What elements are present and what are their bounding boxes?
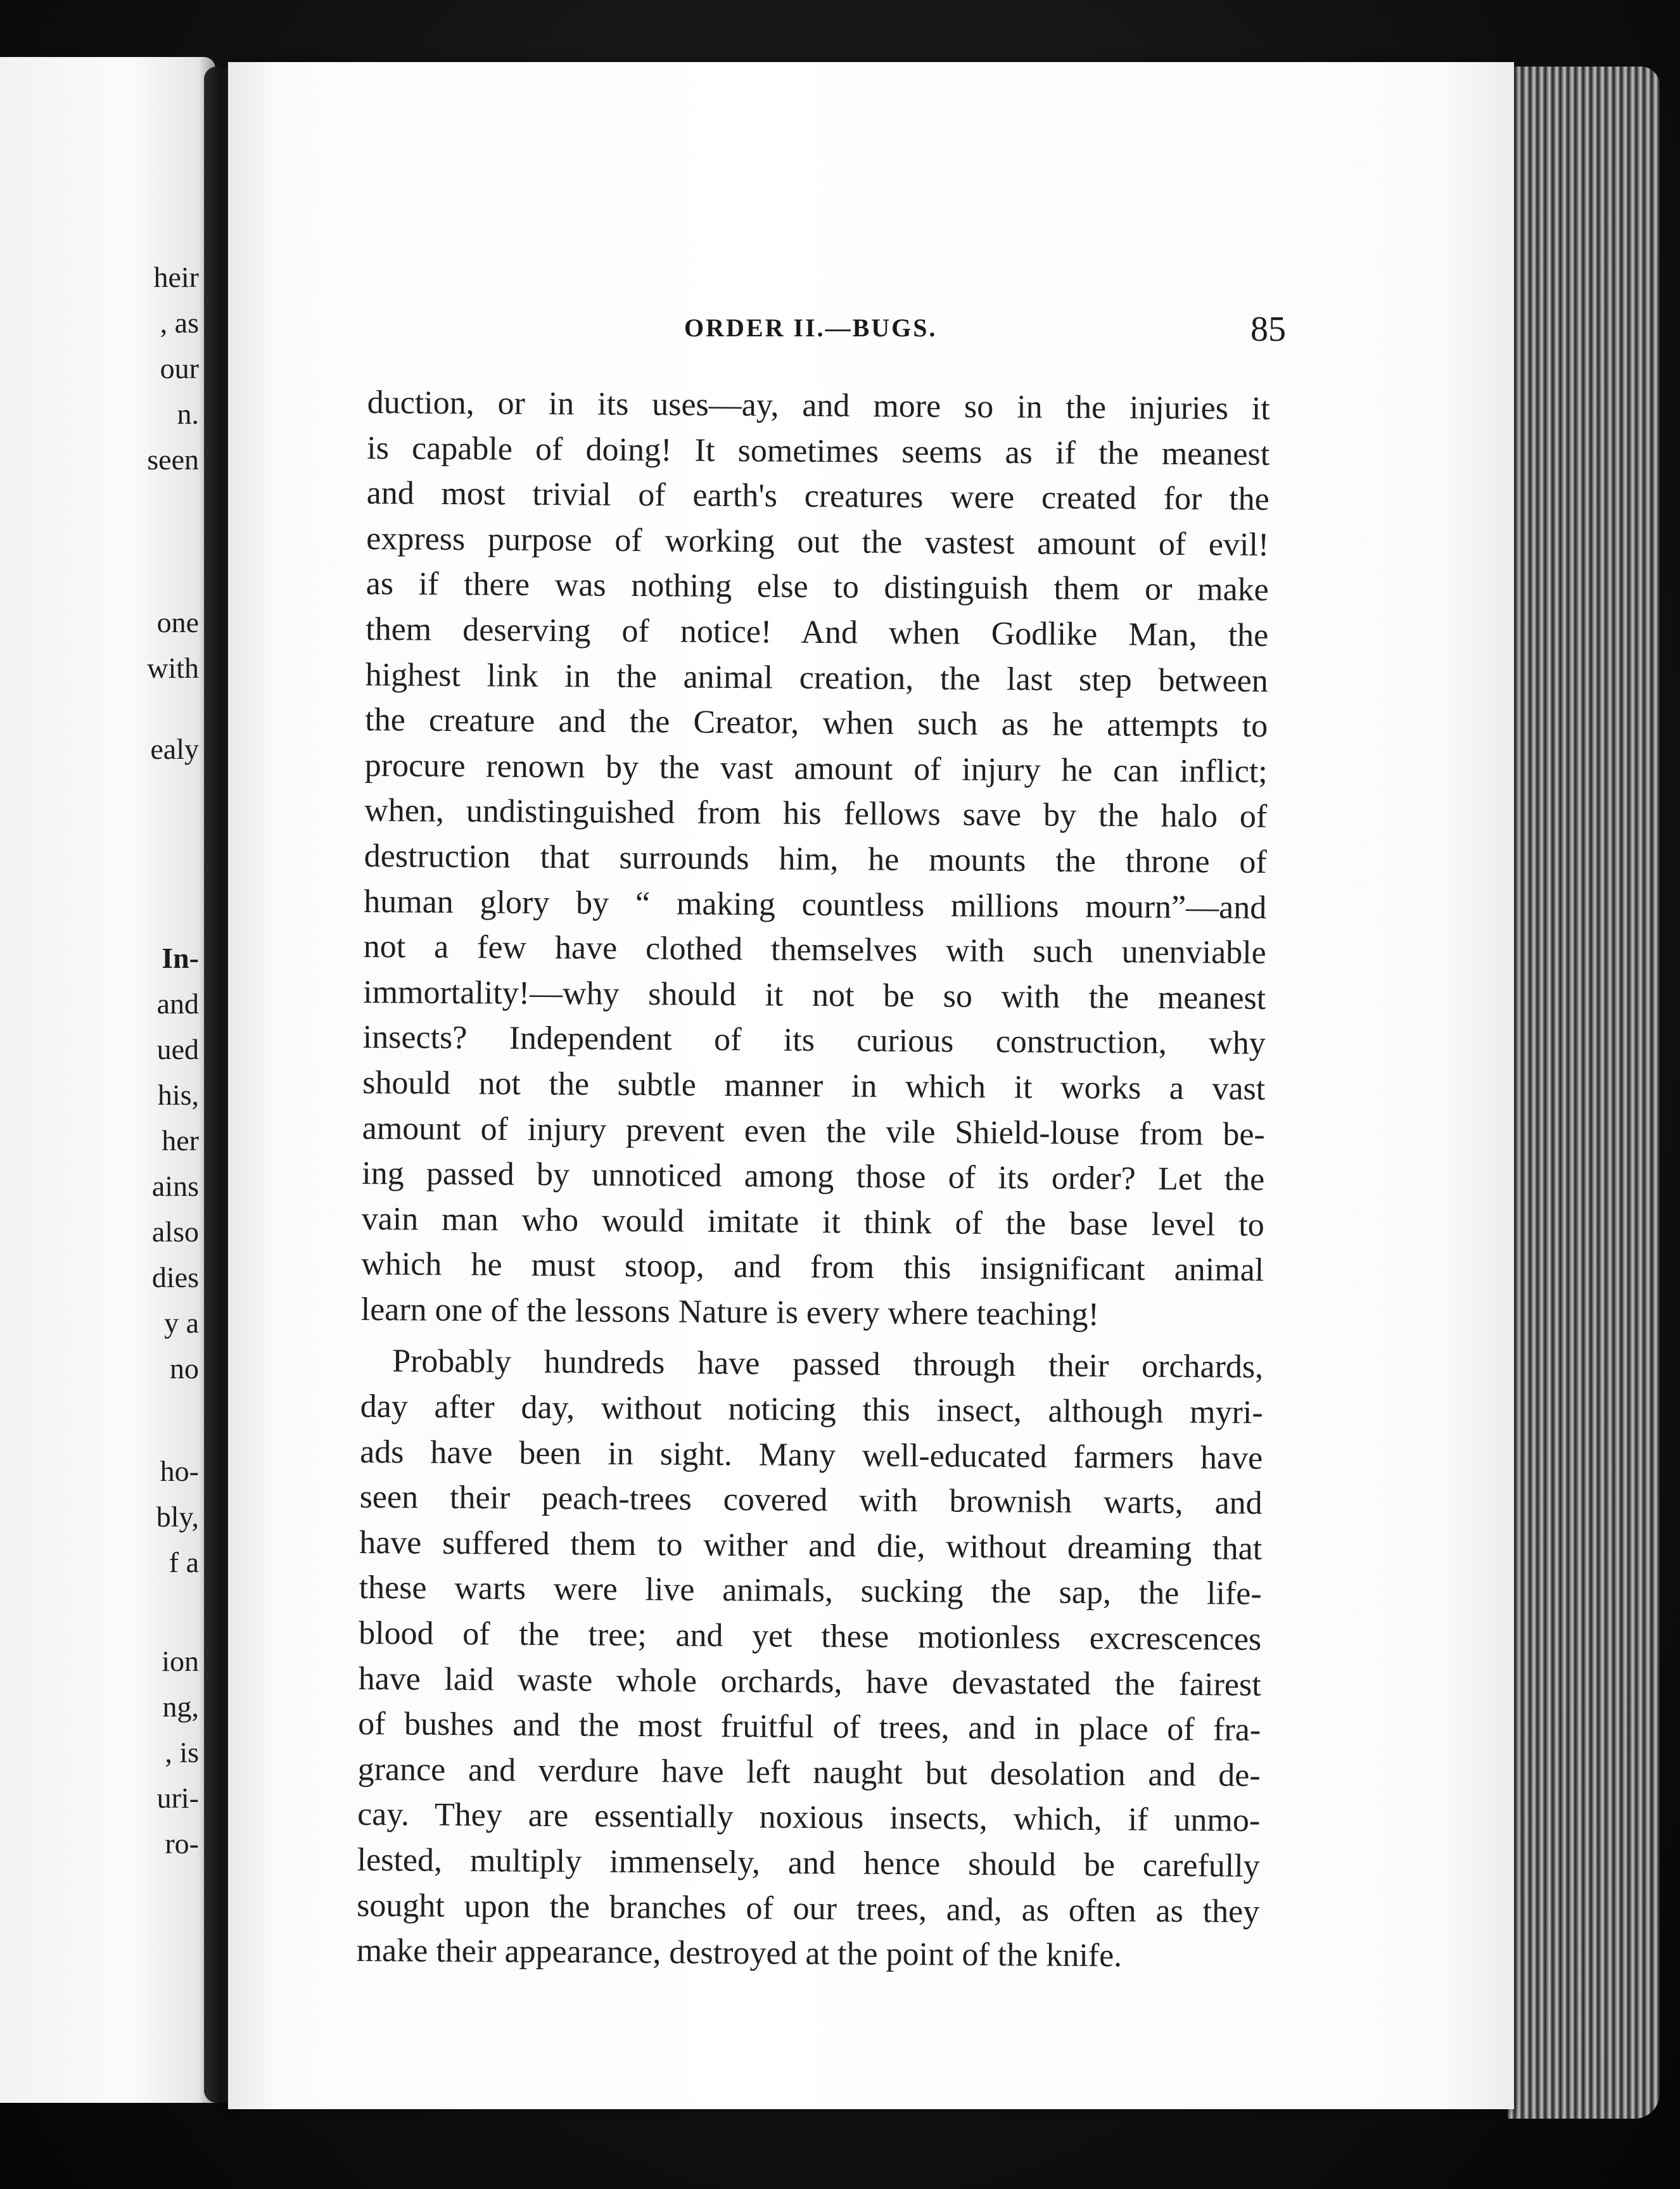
text-line: learn one of the lessons Nature is every where teaching! xyxy=(360,1291,1100,1333)
left-page-fragment: dies xyxy=(151,1261,199,1293)
text-line: the creature and the Creator, when such as he attempts to xyxy=(365,702,1268,745)
text-line: not a few have clothed themselves with such unenviable xyxy=(363,929,1266,972)
text-line: as if there was nothing else to distinguish them or make xyxy=(366,566,1269,609)
book-page xyxy=(228,62,1514,2109)
text-line: immortality!—why should it not be so with the meanest xyxy=(363,974,1266,1017)
left-page-fragment: one xyxy=(156,606,199,638)
text-line: cay. They are essentially noxious insects, which, if unmo- xyxy=(357,1796,1261,1839)
left-page-fragment: and xyxy=(156,987,199,1020)
left-page-fragment: ion xyxy=(162,1645,199,1677)
text-line: ads have been in sight. Many well-educated farmers have xyxy=(359,1433,1263,1476)
left-page-fragment: ued xyxy=(156,1033,199,1065)
left-page-fragment: heir xyxy=(153,261,199,293)
left-page-fragment: his, xyxy=(157,1079,199,1111)
text-line: seen their peach-trees covered with brownish warts, and xyxy=(359,1479,1263,1522)
left-page-fragment: seen xyxy=(147,443,199,476)
text-line: express purpose of working out the vastest amount of evil! xyxy=(366,520,1270,563)
text-line: when, undistinguished from his fellows save by the halo of xyxy=(364,792,1268,835)
text-line: sought upon the branches of our trees, and, as often as they xyxy=(356,1887,1260,1930)
paragraph xyxy=(356,1338,1263,1979)
left-page-fragment: , as xyxy=(160,307,199,339)
text-line: have suffered them to wither and die, without dreaming that xyxy=(359,1524,1263,1567)
left-page-fragment: with xyxy=(147,652,199,684)
left-page-fragment: our xyxy=(160,352,199,384)
text-line: and most trivial of earth's creatures were created for the xyxy=(366,475,1270,518)
page-number: 85 xyxy=(1250,310,1286,349)
text-line: blood of the tree; and yet these motionless excrescences xyxy=(358,1615,1262,1658)
running-title: ORDER II.—BUGS. xyxy=(684,314,938,342)
text-line: of bushes and the most fruitful of trees, and in place of fra- xyxy=(357,1706,1261,1749)
paragraph xyxy=(361,380,1270,1338)
text-line: procure renown by the vast amount of injury he can inflict; xyxy=(364,747,1268,790)
text-line: destruction that surrounds him, he mounts the throne of xyxy=(364,837,1267,880)
page-header xyxy=(228,309,1514,353)
left-page-fragment: no xyxy=(170,1352,199,1385)
left-page-fragment: also xyxy=(151,1215,199,1248)
left-page-fragment: , is xyxy=(165,1736,199,1768)
text-line: human glory by “ making countless millions mourn”—and xyxy=(364,883,1267,926)
text-line: them deserving of notice! And when Godlike Man, the xyxy=(366,611,1269,654)
left-page-fragment: ealy xyxy=(150,733,199,765)
text-line: should not the subtle manner in which it works a vast xyxy=(362,1064,1266,1107)
text-line: lested, multiply immensely, and hence should be carefully xyxy=(357,1841,1260,1884)
left-page-fragment: her xyxy=(162,1124,199,1157)
text-line: amount of injury prevent even the vile Shield-louse from be- xyxy=(362,1110,1265,1153)
left-page-fragment: ro- xyxy=(165,1827,199,1860)
left-page-fragment: ains xyxy=(151,1170,199,1202)
left-page-fragment: n. xyxy=(177,398,199,430)
text-line: Probably hundreds have passed through their orchards, xyxy=(391,1343,1264,1386)
text-line: make their appearance, destroyed at the point of the knife. xyxy=(356,1932,1123,1974)
text-line: grance and verdure have left naught but desolation and de- xyxy=(357,1751,1261,1794)
previous-page xyxy=(0,57,215,2103)
text-line: vain man who would imitate it think of the base level to xyxy=(361,1200,1264,1243)
text-line: duction, or in its uses—ay, and more so in the injuries it xyxy=(367,384,1270,427)
text-line: day after day, without noticing this insect, although myri- xyxy=(360,1388,1263,1431)
text-line: is capable of doing! It sometimes seems as if the meanest xyxy=(367,429,1270,473)
left-page-fragment: bly, xyxy=(156,1501,199,1533)
left-page-fragment: uri- xyxy=(156,1782,199,1814)
left-page-fragment: ho- xyxy=(160,1455,199,1487)
text-line: these warts were live animals, sucking the sap, the life- xyxy=(359,1570,1262,1613)
left-page-fragment: ng, xyxy=(162,1691,199,1723)
text-line: insects? Independent of its curious construction, why xyxy=(362,1019,1266,1062)
left-page-fragment: y a xyxy=(164,1307,199,1339)
text-line: have laid waste whole orchards, have devastated the fairest xyxy=(358,1660,1261,1703)
text-line: which he must stoop, and from this insignificant animal xyxy=(361,1246,1264,1289)
left-page-fragment: In- xyxy=(162,942,199,974)
body-text xyxy=(356,380,1270,1980)
text-line: ing passed by unnoticed among those of its order? Let the xyxy=(362,1155,1265,1198)
text-line: highest link in the animal creation, the last step between xyxy=(365,656,1268,699)
left-page-fragment: f a xyxy=(169,1546,199,1578)
page-fore-edge xyxy=(1508,67,1660,2119)
